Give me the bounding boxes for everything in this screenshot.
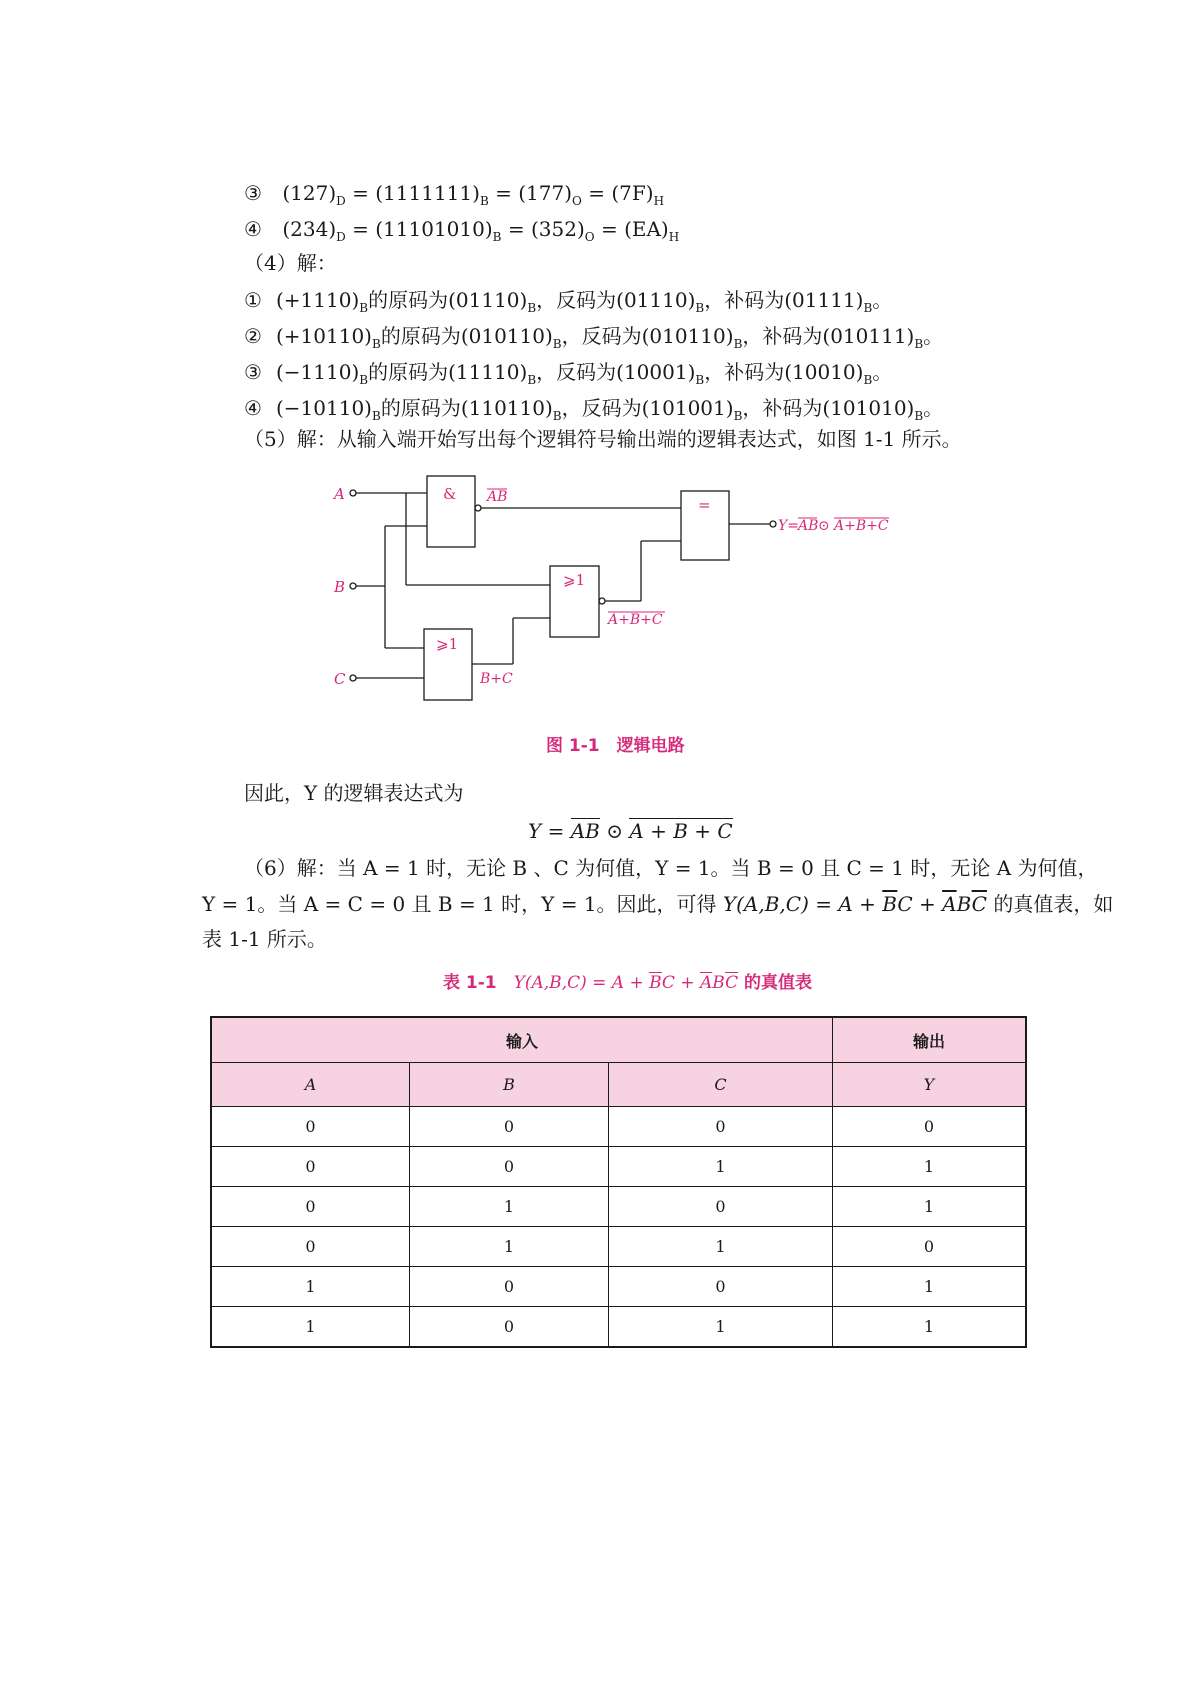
part4-heading: （4）解：	[244, 251, 337, 275]
table-cell: 0	[211, 1147, 410, 1187]
table-row	[211, 1227, 1026, 1267]
part6-line2: Y = 1。当 A = C = 0 且 B = 1 时，Y = 1。因此，可得 $Y(A,B,C) = A + \overline{B}C + \overline{A}B\overline{C}$ 的真值表，如	[202, 892, 1114, 916]
table-cell: 1	[832, 1307, 1026, 1348]
column-header-a: A	[211, 1063, 410, 1107]
table-cell: 0	[211, 1227, 410, 1267]
input-a-label: A	[334, 485, 345, 503]
output-ab-label: AB	[798, 518, 819, 534]
nor-gate-symbol: ⩾1	[563, 571, 586, 589]
table-cell: 0	[609, 1187, 833, 1227]
code-line-1: ① $(+1110)_B$的原码为$(01110)_B$，反码为$(01110)_B$，补码为$(01111)_B$。	[244, 288, 893, 315]
input-c-label: C	[334, 670, 346, 688]
table-cell: 0	[609, 1267, 833, 1307]
table-column-header	[211, 1063, 1026, 1107]
table-row	[211, 1107, 1026, 1147]
output-y-label: Y=	[778, 518, 799, 534]
code-line-4: ④ $(-10110)_B$的原码为$(110110)_B$，反码为$(101001)_B$，补码为$(101010)_B$。	[244, 396, 944, 423]
table-cell: 1	[410, 1187, 609, 1227]
conversion-line-3: ③ $(127)_D = (1111111)_B = (177)_O = (7F)_H$	[244, 181, 665, 208]
table-cell: 0	[832, 1107, 1026, 1147]
and-gate-bubble	[475, 505, 481, 511]
conversion-line-4: ④ $(234)_D = (11101010)_B = (352)_O = (EA)_H$	[244, 217, 680, 244]
input-b-label: B	[334, 578, 346, 596]
part6-line3: 表 1-1 所示。	[202, 927, 327, 951]
table-cell: 0	[211, 1187, 410, 1227]
therefore-text: 因此，Y 的逻辑表达式为	[244, 781, 464, 805]
or-gate-symbol: ⩾1	[436, 635, 459, 653]
input-c-terminal	[350, 675, 356, 681]
input-a-terminal	[350, 490, 356, 496]
abc-nor-label: A+B+C	[608, 612, 663, 628]
table-cell: 1	[211, 1307, 410, 1348]
bc-or-label: B+C	[480, 671, 513, 687]
xnor-gate-symbol: =	[698, 496, 711, 514]
group-input-header: 输入	[211, 1017, 832, 1063]
table-cell: 1	[832, 1267, 1026, 1307]
table-row	[211, 1187, 1026, 1227]
formula-y: Y = AB ⊙ A + B + C	[528, 819, 733, 843]
truth-table	[210, 1016, 1027, 1348]
table-cell: 1	[211, 1267, 410, 1307]
input-b-terminal	[350, 583, 356, 589]
ab-nand-label: AB	[487, 489, 508, 505]
table-caption: 表 1-1 $Y(A,B,C) = A + \overline{B}C + \overline{A}B\overline{C}$ 的真值表	[443, 973, 812, 993]
table-row	[211, 1307, 1026, 1348]
table-cell: 0	[609, 1107, 833, 1147]
table-cell: 1	[609, 1147, 833, 1187]
table-cell: 0	[410, 1147, 609, 1187]
table-cell: 0	[410, 1107, 609, 1147]
logic-circuit-diagram	[0, 0, 1191, 720]
group-output-header: 输出	[832, 1017, 1026, 1063]
table-cell: 1	[609, 1227, 833, 1267]
figure-caption: 图 1-1 逻辑电路	[546, 736, 685, 756]
table-cell: 0	[211, 1107, 410, 1147]
and-gate-symbol: &	[443, 485, 457, 503]
part6-line1: （6）解：当 A = 1 时，无论 B 、C 为何值，Y = 1。当 B = 0 且 C = 1 时，无论 A 为何值，	[244, 856, 1098, 880]
nor-gate-bubble	[599, 598, 605, 604]
part5-text: （5）解：从输入端开始写出每个逻辑符号输出端的逻辑表达式，如图 1-1 所示。	[244, 427, 962, 451]
output-y-terminal	[770, 521, 776, 527]
table-row	[211, 1147, 1026, 1187]
column-header-y: Y	[832, 1063, 1026, 1107]
table-group-header	[211, 1017, 1026, 1063]
table-cell: 1	[609, 1307, 833, 1348]
column-header-b: B	[410, 1063, 609, 1107]
column-header-c: C	[609, 1063, 833, 1107]
table-cell: 1	[832, 1147, 1026, 1187]
table-cell: 0	[410, 1267, 609, 1307]
table-cell: 1	[410, 1227, 609, 1267]
code-line-2: ② $(+10110)_B$的原码为$(010110)_B$，反码为$(010110)_B$，补码为$(010111)_B$。	[244, 324, 944, 351]
table-cell: 0	[410, 1307, 609, 1348]
code-line-3: ③ $(-1110)_B$的原码为$(11110)_B$，反码为$(10001)_B$，补码为$(10010)_B$。	[244, 360, 893, 387]
table-row	[211, 1267, 1026, 1307]
table-cell: 1	[832, 1187, 1026, 1227]
output-op-label: ⊙	[818, 518, 830, 534]
table-cell: 0	[832, 1227, 1026, 1267]
output-expression	[778, 518, 889, 534]
output-abc-label: A+B+C	[834, 518, 889, 534]
